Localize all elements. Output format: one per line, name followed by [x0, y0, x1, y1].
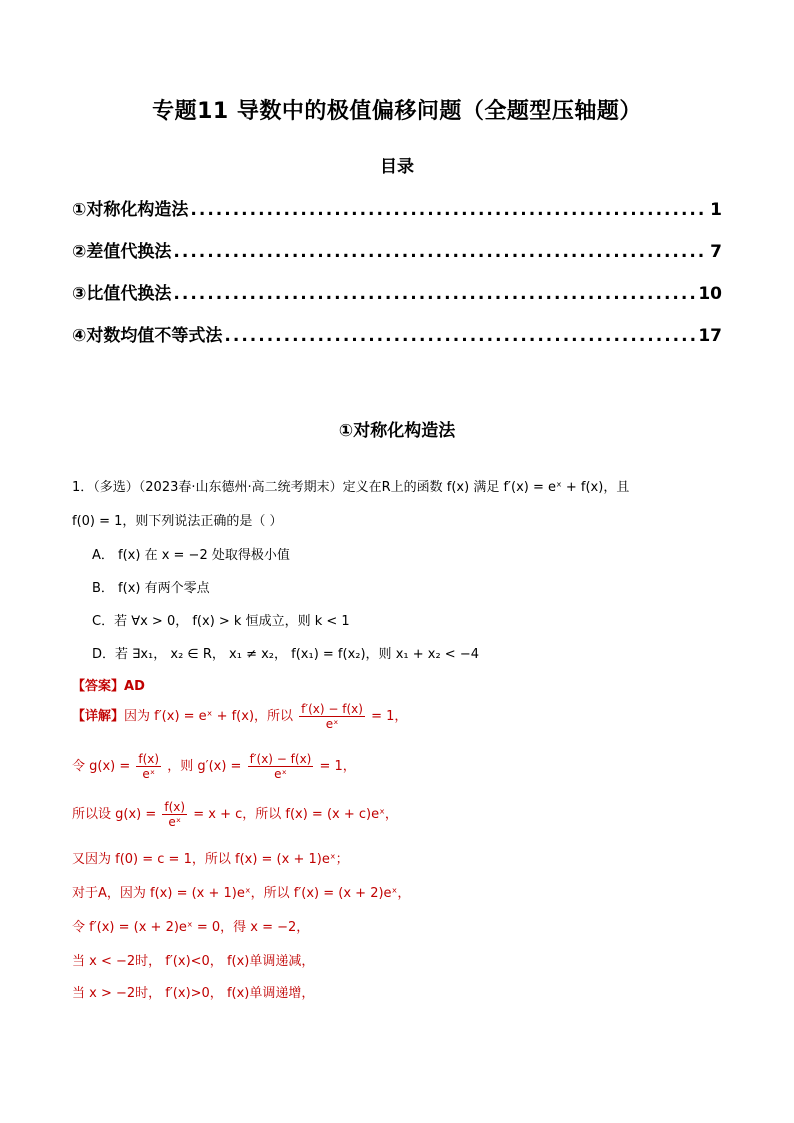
section-heading: ①对称化构造法	[338, 421, 456, 441]
fraction-numerator: f′(x) − f(x)	[301, 702, 363, 716]
toc-leader-dots	[173, 242, 708, 262]
toc-leader-dots	[190, 200, 708, 220]
detail-text: = x + c，所以 f(x) = (x + c)eˣ，	[193, 807, 398, 822]
detail-line6: 令 f′(x) = (x + 2)eˣ = 0，得 x = −2，	[72, 920, 310, 935]
answer-tag: 【答案】	[72, 679, 125, 694]
detail-text: = 1，	[319, 759, 356, 774]
fraction-denominator: eˣ	[168, 815, 182, 829]
toc-entry-page: 7	[710, 242, 722, 262]
fraction-numerator: f′(x) − f(x)	[249, 752, 312, 766]
toc-leader-dots	[173, 284, 696, 304]
question-stem-line2: f(0) = 1，则下列说法正确的是（ ）	[72, 514, 283, 529]
toc-entry-label: ②差值代换法	[72, 242, 172, 262]
toc-entry-label: ④对数均值不等式法	[72, 326, 223, 346]
fraction-numerator: f(x)	[164, 800, 186, 814]
toc-entry[interactable]	[72, 195, 722, 237]
fraction	[248, 752, 314, 781]
option-b: B． f(x) 有两个零点	[92, 581, 210, 596]
detail-line3	[72, 800, 398, 829]
answer-line	[72, 675, 145, 694]
toc-entry-label: ①对称化构造法	[72, 200, 189, 220]
detail-line5: 对于A，因为 f(x) = (x + 1)eˣ，所以 f′(x) = (x + 2)eˣ，	[72, 886, 411, 901]
toc-entry-page: 17	[698, 326, 722, 346]
fraction-numerator: f(x)	[138, 752, 160, 766]
toc-entry-label: ③比值代换法	[72, 284, 172, 304]
detail-text: 因为 f′(x) = eˣ + f(x)，所以	[124, 709, 294, 724]
detail-line7: 当 x < −2时， f′(x)<0， f(x)单调递减，	[72, 954, 315, 969]
detail-line1	[72, 702, 407, 731]
question-stem-line1: 1．（多选）（2023春·山东德州·高二统考期末）定义在R上的函数 f(x) 满足 f′(x) = eˣ + f(x)，且	[72, 480, 630, 495]
detail-tag: 【详解】	[72, 709, 125, 724]
option-a: A． f(x) 在 x = −2 处取得极小值	[92, 548, 290, 563]
fraction	[162, 800, 187, 829]
detail-text: 所以设 g(x) =	[72, 807, 157, 822]
fraction	[136, 752, 161, 781]
toc-leader-dots	[224, 326, 696, 346]
toc-entry-page: 10	[698, 284, 722, 304]
toc-heading: 目录	[380, 157, 414, 177]
page-title: 专题11 导数中的极值偏移问题（全题型压轴题）	[152, 99, 642, 124]
detail-text: 令 g(x) =	[72, 759, 131, 774]
detail-text: = 1，	[371, 709, 408, 724]
fraction-denominator: eˣ	[142, 767, 156, 781]
answer-value: AD	[124, 679, 145, 694]
detail-text: ，则 g′(x) =	[167, 759, 242, 774]
toc-entry[interactable]	[72, 279, 722, 321]
table-of-contents	[72, 195, 722, 363]
fraction	[299, 702, 365, 731]
detail-line2	[72, 752, 356, 781]
toc-entry-page: 1	[710, 200, 722, 220]
fraction-denominator: eˣ	[274, 767, 287, 781]
option-c: C．若 ∀x > 0， f(x) > k 恒成立，则 k < 1	[92, 614, 350, 629]
toc-entry[interactable]	[72, 237, 722, 279]
fraction-denominator: eˣ	[325, 717, 339, 731]
detail-line8: 当 x > −2时， f′(x)>0， f(x)单调递增，	[72, 986, 315, 1001]
detail-line4: 又因为 f(0) = c = 1，所以 f(x) = (x + 1)eˣ；	[72, 852, 349, 867]
option-d: D．若 ∃x₁， x₂ ∈ R， x₁ ≠ x₂， f(x₁) = f(x₂)，则 x₁ + x₂ < −4	[92, 647, 479, 662]
toc-entry[interactable]	[72, 321, 722, 363]
